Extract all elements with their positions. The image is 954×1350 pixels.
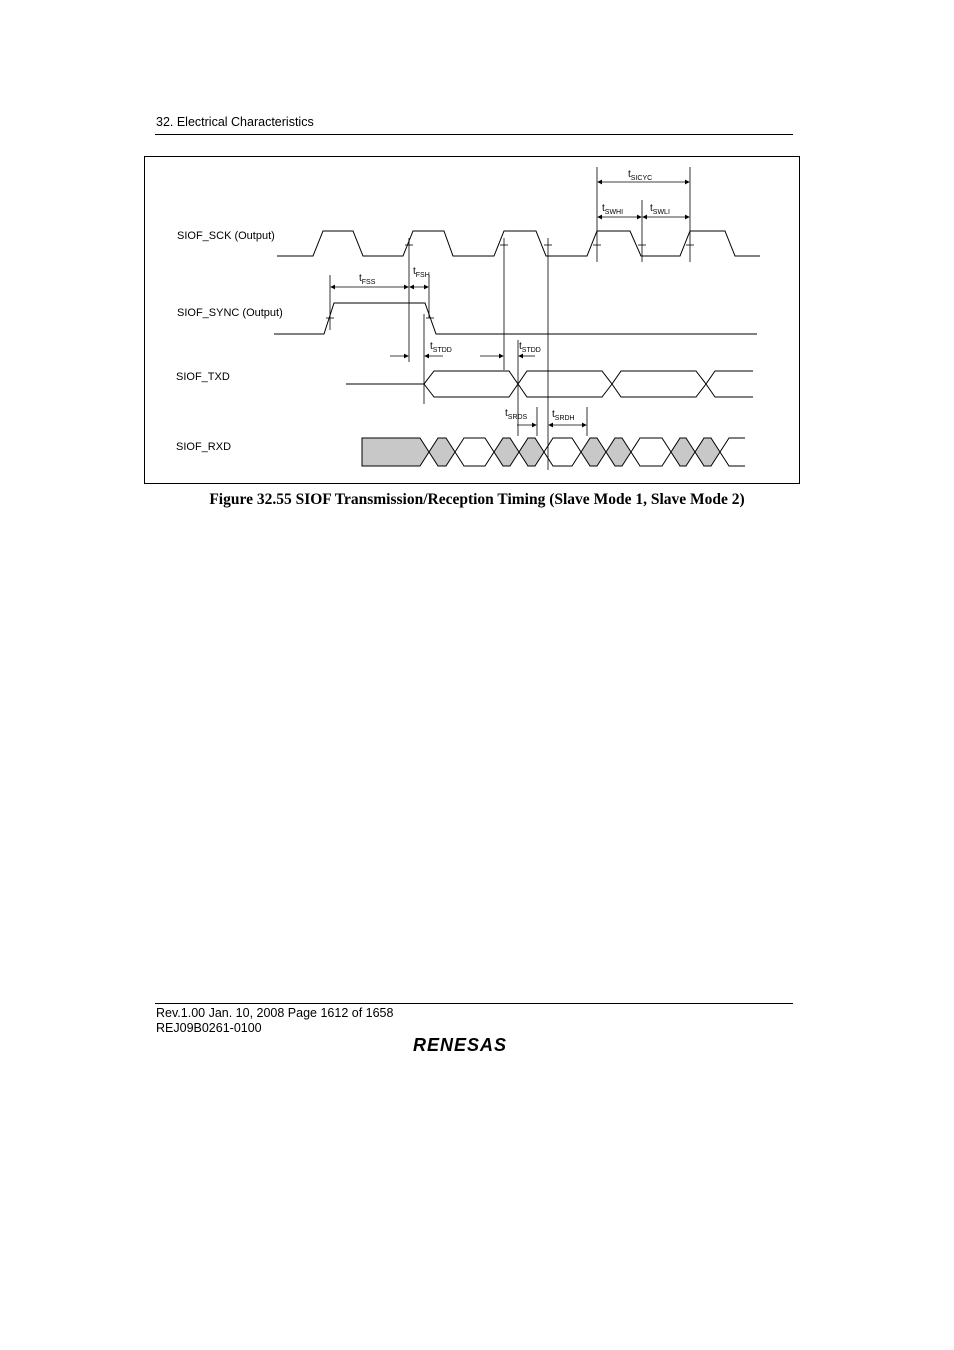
label-rxd: SIOF_RXD bbox=[176, 441, 232, 453]
label-txd: SIOF_TXD bbox=[176, 371, 230, 383]
sync-waveform bbox=[274, 303, 757, 334]
label-tsicyc: $t_{SICYC}$ bbox=[628, 169, 653, 182]
rxd-valid-1 bbox=[455, 438, 494, 466]
footer-revision: Rev.1.00 Jan. 10, 2008 Page 1612 of 1658 bbox=[156, 1006, 394, 1020]
label-tfsh: $t_{FSH}$ bbox=[413, 266, 430, 279]
label-tsrdh: $t_{SRDH}$ bbox=[552, 409, 575, 422]
section-header: 32. Electrical Characteristics bbox=[156, 115, 314, 129]
renesas-logo bbox=[413, 1034, 537, 1056]
txd-waveform bbox=[346, 371, 518, 397]
footer-rule bbox=[155, 1003, 793, 1004]
label-tsrds: $t_{SRDS}$ bbox=[505, 408, 528, 421]
label-tswhi: $t_{SWHI}$ bbox=[602, 203, 624, 216]
label-sync: SIOF_SYNC (Output) bbox=[177, 307, 283, 319]
rxd-invalid-1 bbox=[362, 438, 429, 466]
rxd-valid-2 bbox=[544, 438, 581, 466]
rxd-valid-3 bbox=[631, 438, 671, 466]
footer-doc-id: REJ09B0261-0100 bbox=[156, 1021, 262, 1035]
figure-caption: Figure 32.55 SIOF Transmission/Reception Timing (Slave Mode 1, Slave Mode 2) bbox=[209, 491, 745, 508]
label-tswli: $t_{SWLI}$ bbox=[650, 203, 670, 216]
label-tfss: $t_{FSS}$ bbox=[359, 273, 376, 286]
label-tstdd-1: $t_{STDD}$ bbox=[430, 341, 452, 354]
label-sck: SIOF_SCK (Output) bbox=[177, 230, 275, 242]
label-tstdd-2: $t_{STDD}$ bbox=[519, 341, 541, 354]
sck-waveform bbox=[277, 231, 760, 256]
svg-text:RENESAS: RENESAS bbox=[413, 1035, 508, 1055]
